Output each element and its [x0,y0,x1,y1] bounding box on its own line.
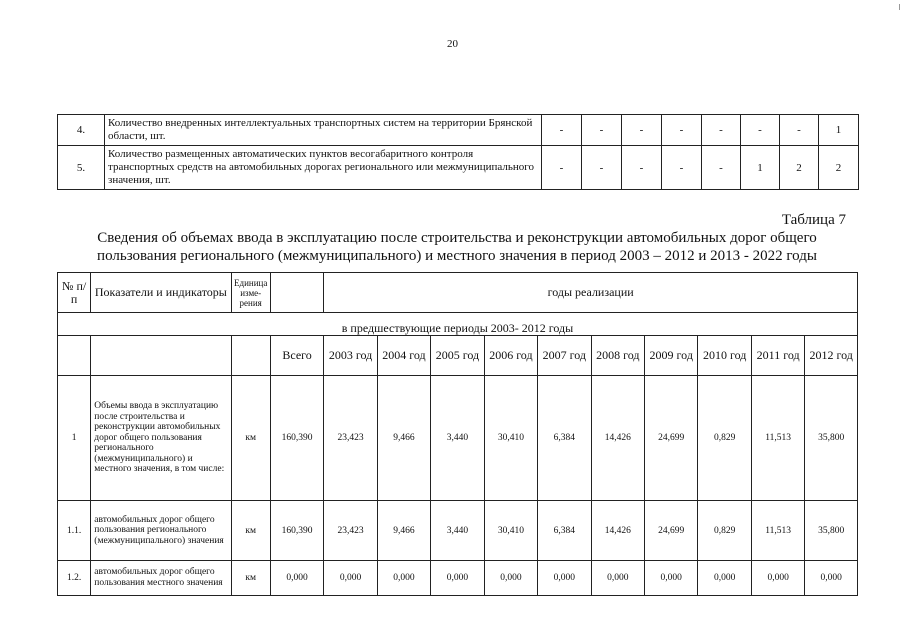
cell-value: 30,410 [484,501,537,561]
cell-value: 0,000 [484,561,537,596]
header-unit: Единица изме-рения [231,273,270,313]
header-blank [270,273,323,313]
period-row [58,313,858,336]
row-description: Количество размещенных автоматических пунктов весогабаритного контроля транспортных средств на автомобильных дорогах регионального или межмуниципального значения, шт. [105,146,542,190]
row-number: 5. [58,146,105,190]
cell-value: 11,513 [751,376,804,501]
table-row [58,146,859,190]
table-row [58,501,858,561]
cell-value: - [582,146,622,190]
cell-value: - [741,115,780,146]
years-row [58,336,858,376]
cell-value: 1 [819,115,859,146]
cell-value: 2 [780,146,819,190]
year-header: 2003 год [324,336,377,376]
row-unit: км [231,376,270,501]
row-number: 1.1. [58,501,91,561]
row-unit: км [231,561,270,596]
row-description: Количество внедренных интеллектуальных транспортных систем на территории Брянской области, шт. [105,115,542,146]
cell-value: - [622,115,662,146]
cell-value: 0,000 [377,561,430,596]
table-row [58,376,858,501]
cell-value: 0,000 [645,561,698,596]
year-header: 2009 год [645,336,698,376]
cell-value: 1 [741,146,780,190]
row-number: 1.2. [58,561,91,596]
cell-value: 24,699 [645,501,698,561]
cell-value: 0,000 [591,561,644,596]
cell-value: - [622,146,662,190]
cell-value: 3,440 [431,501,484,561]
cell-value: 14,426 [591,376,644,501]
cell-value: 6,384 [538,376,591,501]
cell-value: 2 [819,146,859,190]
total-header: Всего [270,336,323,376]
cell-value: - [702,146,741,190]
cell-value: 11,513 [751,501,804,561]
cell-value: 14,426 [591,501,644,561]
header-years-caption: годы реализации [324,273,858,313]
year-header: 2011 год [751,336,804,376]
cell-value: 23,423 [324,376,377,501]
margin-mark [899,4,900,10]
row-description: Объемы ввода в эксплуатацию после строительства и реконструкции автомобильных дорог общего пользования регионального (межмуниципального) и местного значения, в том числе: [91,376,231,501]
header-row [58,273,858,313]
year-header: 2008 год [591,336,644,376]
table-row [58,115,859,146]
year-header: 2005 год [431,336,484,376]
cell-value: 35,800 [805,501,858,561]
cell-value: 0,000 [751,561,804,596]
row-unit: км [231,501,270,561]
cell-value: - [542,146,582,190]
cell-value: 35,800 [805,376,858,501]
row-total: 160,390 [270,376,323,501]
year-header: 2004 год [377,336,430,376]
row-total: 0,000 [270,561,323,596]
table-title: Сведения об объемах ввода в эксплуатацию после строительства и реконструкции автомобильных дорог общего пользования регионального (межмуниципального) и местного значения в период 2003 – 2012 и 2013 - 2022 годы [97,230,817,264]
blank-cell [58,336,91,376]
cell-value: 6,384 [538,501,591,561]
cell-value: 0,829 [698,501,751,561]
page-number: 20 [447,38,458,50]
header-num: № п/п [58,273,91,313]
cell-value: 9,466 [377,501,430,561]
row-total: 160,390 [270,501,323,561]
cell-value: - [662,146,702,190]
blank-cell [91,336,231,376]
table-row [58,561,858,596]
table-label: Таблица 7 [781,212,846,228]
blank-cell [231,336,270,376]
cell-value: 9,466 [377,376,430,501]
cell-value: - [702,115,741,146]
year-header: 2007 год [538,336,591,376]
main-table [57,272,858,596]
cell-value: 24,699 [645,376,698,501]
cell-value: - [662,115,702,146]
row-description: автомобильных дорог общего пользования регионального (межмуниципального) значения [91,501,231,561]
cell-value: 0,000 [324,561,377,596]
year-header: 2010 год [698,336,751,376]
cell-value: 0,000 [698,561,751,596]
row-description: автомобильных дорог общего пользования местного значения [91,561,231,596]
cell-value: 30,410 [484,376,537,501]
cell-value: 3,440 [431,376,484,501]
header-indicators: Показатели и индикаторы [91,273,231,313]
cell-value: 0,829 [698,376,751,501]
cell-value: - [542,115,582,146]
upper-table [57,114,859,190]
year-header: 2012 год [805,336,858,376]
row-number: 4. [58,115,105,146]
cell-value: 0,000 [538,561,591,596]
year-header: 2006 год [484,336,537,376]
cell-value: - [780,115,819,146]
cell-value: 0,000 [805,561,858,596]
cell-value: 23,423 [324,501,377,561]
period-caption: в предшествующие периоды 2003- 2012 годы [58,313,858,336]
row-number: 1 [58,376,91,501]
cell-value: 0,000 [431,561,484,596]
cell-value: - [582,115,622,146]
